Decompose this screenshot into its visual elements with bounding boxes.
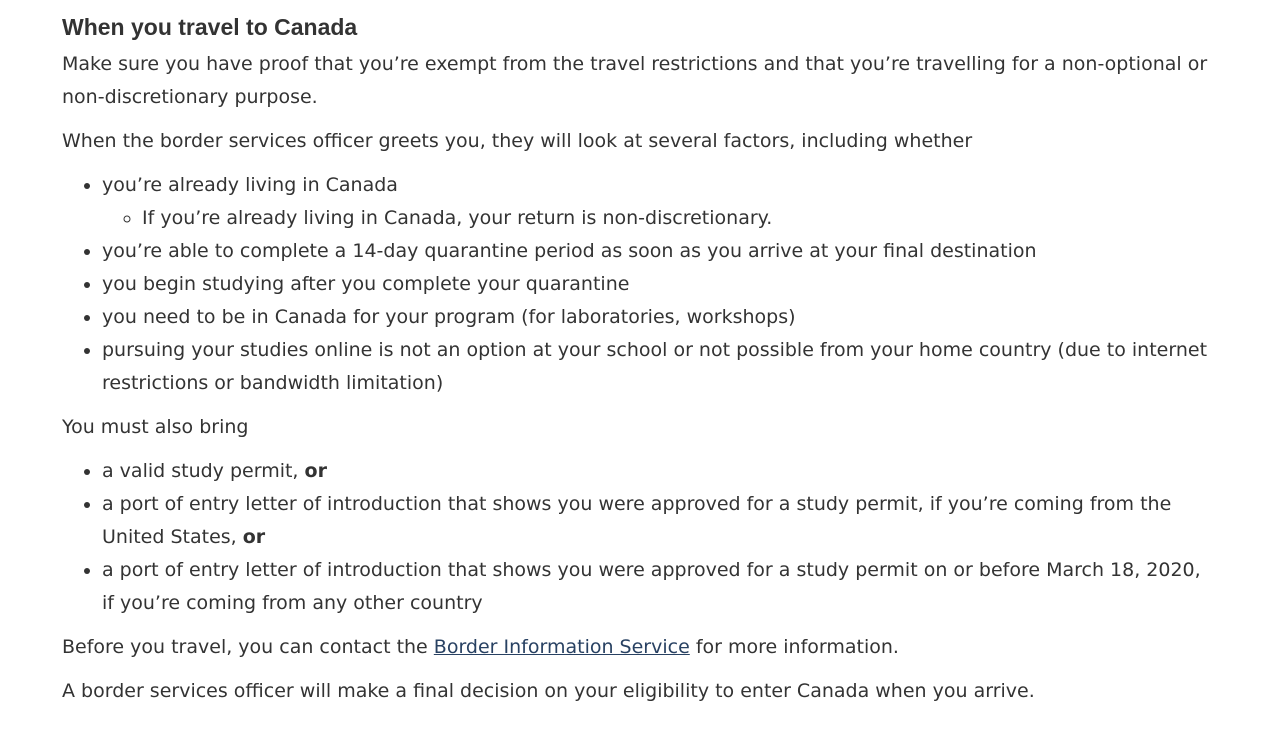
border-information-service-link[interactable]: Border Information Service [433, 636, 690, 658]
bring-text: a port of entry letter of introduction that shows you were approved for a study permit on or before March 18, 2020, if you’re coming from any other country [102, 559, 1201, 614]
contact-before: Before you travel, you can contact the [62, 636, 428, 658]
main-content [62, 10, 1212, 719]
contact-after: for more information. [695, 636, 899, 658]
bring-or: or [304, 460, 327, 482]
factors-sublist [102, 202, 1212, 235]
factors-list [62, 169, 1212, 400]
list-item [102, 169, 1212, 235]
list-item: • you begin studying after you complete your quarantine [102, 268, 1212, 301]
intro-paragraph: Make sure you have proof that you’re exempt from the travel restrictions and that you’re travelling for a non-optional or non-discretionary purpose. [62, 53, 1208, 108]
list-item [102, 488, 1212, 554]
list-item: • you’re able to complete a 14-day quarantine period as soon as you arrive at your final destination [102, 235, 1212, 268]
bring-text: a valid study permit, [102, 460, 299, 482]
factors-intro: When the border services officer greets you, they will look at several factors, including whether [62, 130, 973, 152]
page-heading: When you travel to Canada [62, 14, 358, 40]
contact-paragraph [62, 631, 1212, 664]
list-item: • pursuing your studies online is not an option at your school or not possible from your home country (due to internet restrictions or bandwidth limitation) [102, 334, 1212, 400]
bring-list [62, 455, 1212, 620]
list-item: ◦ If you’re already living in Canada, your return is non-discretionary. [142, 202, 1212, 235]
list-item: • you need to be in Canada for your program (for laboratories, workshops) [102, 301, 1212, 334]
bring-intro: You must also bring [62, 416, 249, 438]
bring-text: a port of entry letter of introduction that shows you were approved for a study permit, if you’re coming from the United States, [102, 493, 1172, 548]
factor-text: you’re already living in Canada [102, 174, 398, 196]
list-item [102, 455, 1212, 488]
bring-or: or [242, 526, 266, 548]
final-paragraph: A border services officer will make a final decision on your eligibility to enter Canada when you arrive. [62, 680, 1035, 702]
list-item [102, 554, 1212, 620]
